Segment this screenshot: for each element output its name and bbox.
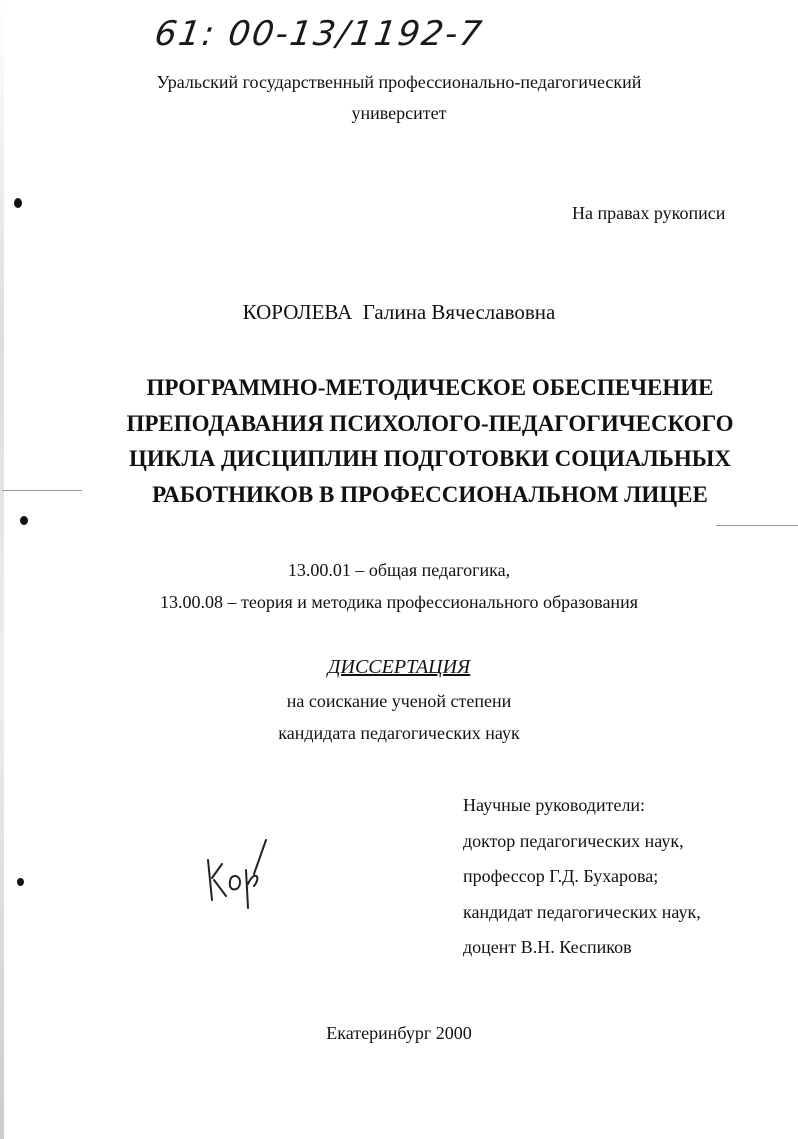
archive-code-handwritten: 61: 00-13/1192-7 <box>152 14 487 54</box>
supervisor-line: доцент В.Н. Кеспиков <box>463 937 632 957</box>
institution-line-2: университет <box>351 103 447 123</box>
degree-line-1: на соискание ученой степени <box>286 691 512 711</box>
work-type <box>0 656 798 679</box>
work-type-label: ДИССЕРТАЦИЯ <box>327 656 471 678</box>
rights-note: На правах рукописи <box>572 203 726 223</box>
specialty-1: 13.00.01 – общая педагогика, <box>287 560 511 580</box>
scan-speck <box>20 516 28 525</box>
title-line: РАБОТНИКОВ В ПРОФЕССИОНАЛЬНОМ ЛИЦЕЕ <box>152 481 708 507</box>
title-line: ПРОГРАММНО-МЕТОДИЧЕСКОЕ ОБЕСПЕЧЕНИЕ <box>146 375 714 400</box>
supervisors-heading: Научные руководители: <box>463 795 646 815</box>
city-year: Екатеринбург 2000 <box>326 1023 472 1043</box>
supervisor-line: кандидат педагогических наук, <box>463 901 701 922</box>
specialty-2: 13.00.08 – теория и методика профессионального образования <box>160 592 638 612</box>
handwritten-initials-mark <box>200 830 280 910</box>
supervisors-block <box>463 788 701 966</box>
author-name: КОРОЛЕВА Галина Вячеславовна <box>242 300 556 324</box>
scan-speck <box>17 878 24 886</box>
scan-line-artifact <box>716 525 798 526</box>
supervisor-line: профессор Г.Д. Бухарова; <box>463 866 659 886</box>
title-line: ЦИКЛА ДИСЦИПЛИН ПОДГОТОВКИ СОЦИАЛЬНЫХ <box>129 446 731 471</box>
institution-line-1: Уральский государственный профессионально-педагогический <box>156 72 642 92</box>
degree-line-2: кандидата педагогических наук <box>278 723 520 743</box>
dissertation-title <box>40 370 798 512</box>
title-line: ПРЕПОДАВАНИЯ ПСИХОЛОГО-ПЕДАГОГИЧЕСКОГО <box>126 410 734 436</box>
supervisor-line: доктор педагогических наук, <box>463 830 684 851</box>
scan-speck <box>14 198 22 208</box>
